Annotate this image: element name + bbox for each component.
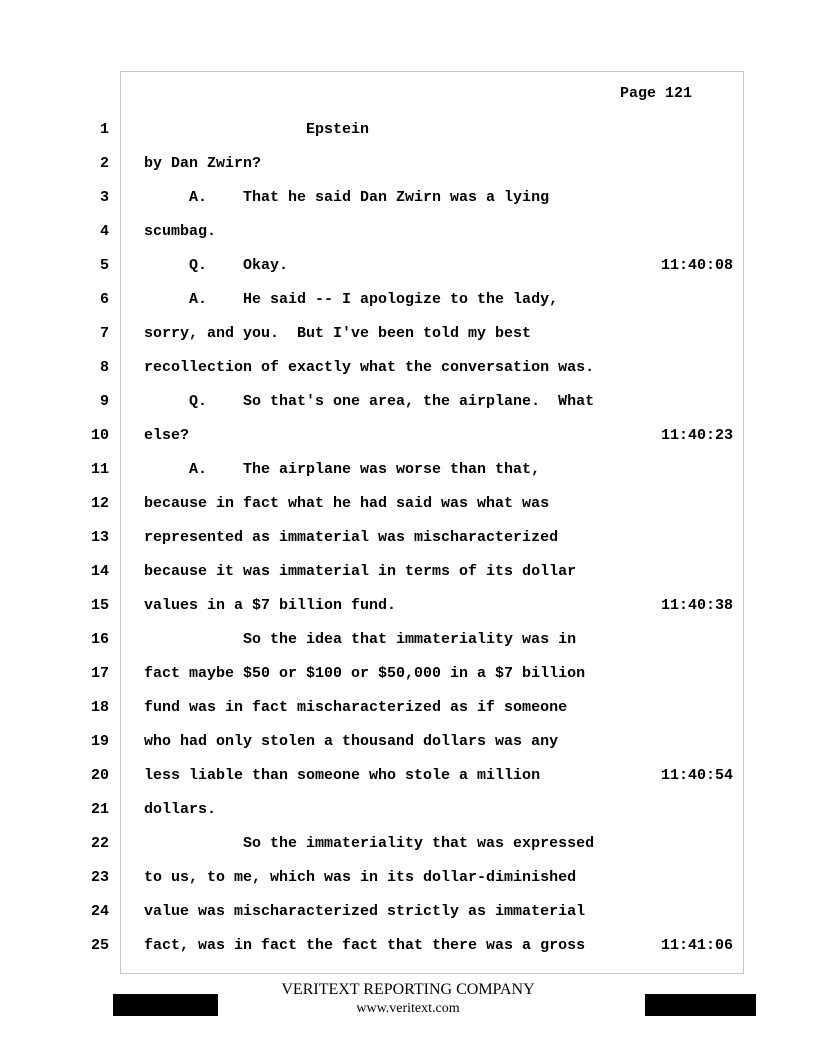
line-text: by Dan Zwirn? bbox=[144, 155, 262, 172]
line-text: value was mischaracterized strictly as immaterial bbox=[144, 903, 586, 920]
line-text: So the immateriality that was expressed bbox=[144, 835, 595, 852]
transcript-line bbox=[0, 834, 816, 854]
transcript-line bbox=[0, 800, 816, 820]
line-text: Q. So that's one area, the airplane. What bbox=[144, 393, 595, 410]
line-number: 18 bbox=[90, 699, 109, 716]
transcript-line bbox=[0, 698, 816, 718]
line-text: fact maybe $50 or $100 or $50,000 in a $7 billion bbox=[144, 665, 586, 682]
line-number: 25 bbox=[90, 937, 109, 954]
redaction-bar-left bbox=[113, 994, 218, 1016]
line-number: 14 bbox=[90, 563, 109, 580]
line-number: 17 bbox=[90, 665, 109, 682]
line-number: 7 bbox=[99, 325, 109, 342]
line-number: 1 bbox=[99, 121, 109, 138]
redaction-bar-right bbox=[645, 994, 756, 1016]
line-number: 13 bbox=[90, 529, 109, 546]
line-number: 19 bbox=[90, 733, 109, 750]
transcript-line bbox=[0, 868, 816, 888]
line-text: A. The airplane was worse than that, bbox=[144, 461, 541, 478]
timestamp: 11:40:54 bbox=[661, 767, 734, 784]
line-number: 23 bbox=[90, 869, 109, 886]
transcript-line bbox=[0, 902, 816, 922]
transcript-line bbox=[0, 766, 816, 786]
line-text: who had only stolen a thousand dollars was any bbox=[144, 733, 559, 750]
line-text: So the idea that immateriality was in bbox=[144, 631, 577, 648]
transcript-line bbox=[0, 460, 816, 480]
transcript-line bbox=[0, 732, 816, 752]
transcript-line bbox=[0, 358, 816, 378]
page-number: Page 121 bbox=[620, 85, 693, 102]
line-text: A. That he said Dan Zwirn was a lying bbox=[144, 189, 550, 206]
line-number: 16 bbox=[90, 631, 109, 648]
line-number: 4 bbox=[99, 223, 109, 240]
transcript-line bbox=[0, 664, 816, 684]
line-text: fund was in fact mischaracterized as if someone bbox=[144, 699, 568, 716]
line-number: 12 bbox=[90, 495, 109, 512]
transcript-line bbox=[0, 426, 816, 446]
line-number: 6 bbox=[99, 291, 109, 308]
transcript-line bbox=[0, 596, 816, 616]
line-number: 10 bbox=[90, 427, 109, 444]
timestamp: 11:41:06 bbox=[661, 937, 734, 954]
line-number: 20 bbox=[90, 767, 109, 784]
line-number: 22 bbox=[90, 835, 109, 852]
transcript-line bbox=[0, 630, 816, 650]
line-text: because in fact what he had said was what was bbox=[144, 495, 550, 512]
transcript-line bbox=[0, 528, 816, 548]
timestamp: 11:40:38 bbox=[661, 597, 734, 614]
transcript-line bbox=[0, 290, 816, 310]
line-text: less liable than someone who stole a million bbox=[144, 767, 541, 784]
line-number: 5 bbox=[99, 257, 109, 274]
transcript-line bbox=[0, 494, 816, 514]
timestamp: 11:40:23 bbox=[661, 427, 734, 444]
line-text: values in a $7 billion fund. bbox=[144, 597, 397, 614]
transcript-line bbox=[0, 154, 816, 174]
line-text: recollection of exactly what the conversation was. bbox=[144, 359, 595, 376]
line-text: because it was immaterial in terms of its dollar bbox=[144, 563, 577, 580]
transcript-line bbox=[0, 392, 816, 412]
transcript-line bbox=[0, 936, 816, 956]
line-number: 15 bbox=[90, 597, 109, 614]
line-number: 21 bbox=[90, 801, 109, 818]
line-number: 2 bbox=[99, 155, 109, 172]
line-text: dollars. bbox=[144, 801, 217, 818]
transcript-line bbox=[0, 562, 816, 582]
line-number: 8 bbox=[99, 359, 109, 376]
line-text: Epstein bbox=[144, 121, 370, 138]
line-text: A. He said -- I apologize to the lady, bbox=[144, 291, 559, 308]
line-text: sorry, and you. But I've been told my best bbox=[144, 325, 532, 342]
line-text: to us, to me, which was in its dollar-diminished bbox=[144, 869, 577, 886]
line-text: Q. Okay. bbox=[144, 257, 289, 274]
line-number: 24 bbox=[90, 903, 109, 920]
line-text: represented as immaterial was mischaracterized bbox=[144, 529, 559, 546]
line-text: scumbag. bbox=[144, 223, 217, 240]
transcript-line bbox=[0, 324, 816, 344]
timestamp: 11:40:08 bbox=[661, 257, 734, 274]
line-text: fact, was in fact the fact that there was a gross bbox=[144, 937, 586, 954]
line-number: 3 bbox=[99, 189, 109, 206]
transcript-line bbox=[0, 120, 816, 140]
line-number: 9 bbox=[99, 393, 109, 410]
footer-website: www.veritext.com bbox=[356, 1001, 460, 1016]
transcript-line bbox=[0, 188, 816, 208]
transcript-line bbox=[0, 222, 816, 242]
line-text: else? bbox=[144, 427, 190, 444]
footer-company: VERITEXT REPORTING COMPANY bbox=[281, 981, 535, 998]
transcript-line bbox=[0, 256, 816, 276]
line-number: 11 bbox=[90, 461, 109, 478]
